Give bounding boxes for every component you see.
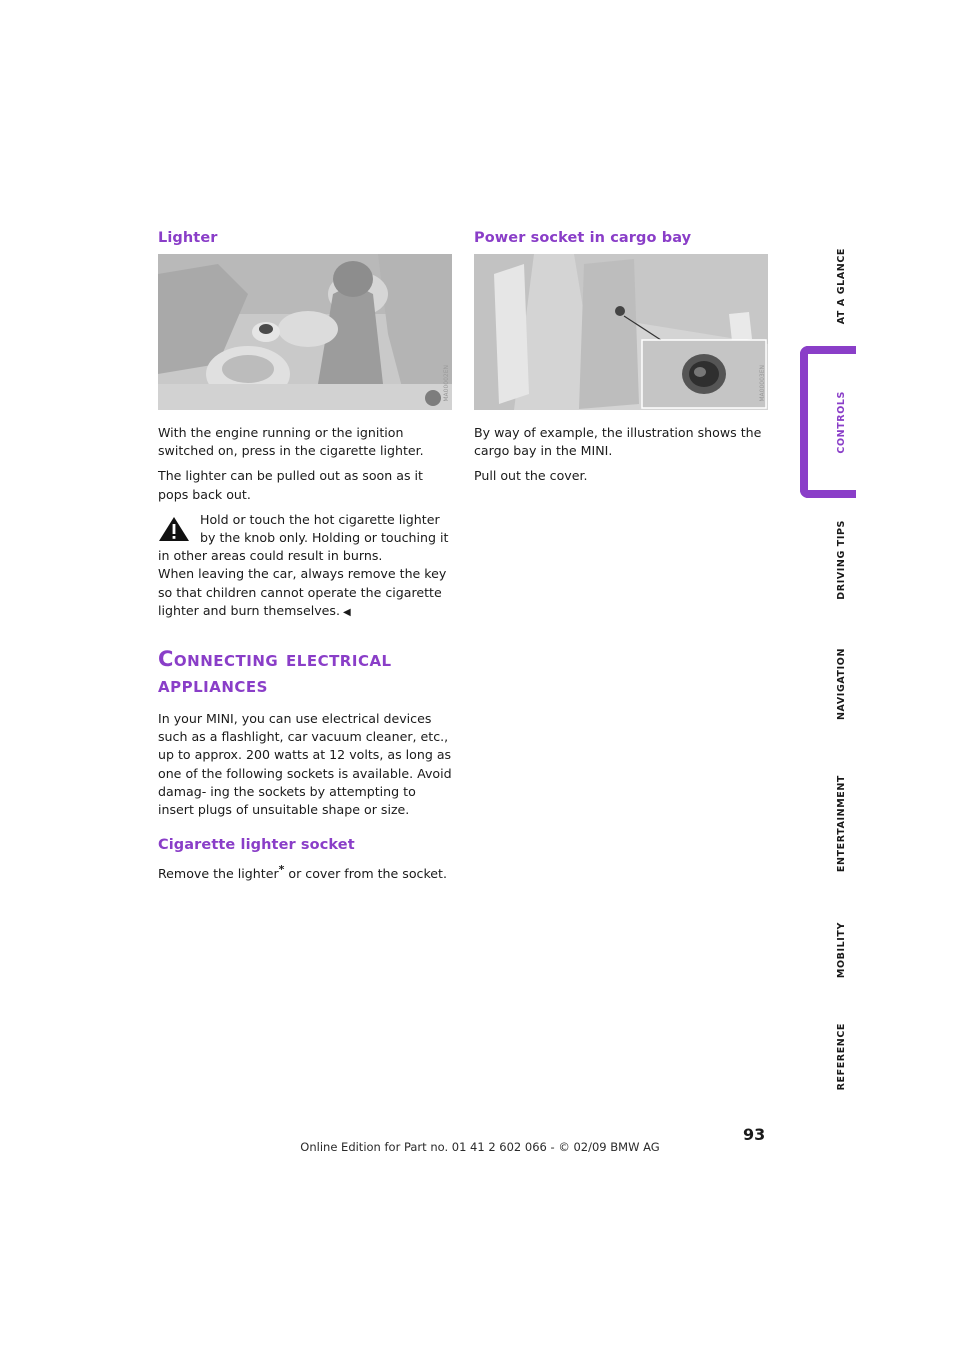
- section-paragraph: In your MINI, you can use electrical devices such as a flashlight, car vacuum cleaner, etc., up to approx. 200 watts at 12 volts, as long as one of the following sockets is available. Avoid damag- ing the sockets by attempting to insert plugs of unsuitable shape or size.: [158, 711, 452, 818]
- tab-label: MOBILITY: [835, 921, 847, 979]
- left-column: [158, 230, 454, 891]
- warning-text: Hold or touch the hot cigarette lighter by the knob only. Holding or touching it in other areas could result in burns.: [158, 511, 449, 564]
- tab-label: AT A GLANCE: [835, 247, 847, 325]
- tab-label: CONTROLS: [835, 390, 847, 454]
- optional-star: *: [278, 863, 285, 877]
- warning-text-2: When leaving the car, always remove the key so that children cannot operate the cigarette lighter and burn themselves.: [158, 566, 447, 618]
- tab-mobility[interactable]: [800, 902, 856, 998]
- tab-at-a-glance[interactable]: [800, 230, 856, 342]
- socket-paragraph: [158, 861, 454, 883]
- footer-text: Online Edition for Part no. 01 41 2 602 066 - © 02/09 BMW AG: [300, 1140, 660, 1154]
- cargo-paragraph-2: Pull out the cover.: [474, 468, 588, 484]
- cargo-bay-illustration: [474, 254, 768, 410]
- end-mark: ◀: [342, 606, 351, 618]
- cargo-bay-photo: [474, 254, 768, 410]
- section-heading: Connecting electrical appliances: [158, 647, 392, 698]
- tab-driving-tips[interactable]: [800, 502, 856, 618]
- tab-label: REFERENCE: [835, 1023, 847, 1091]
- cargo-paragraph-1: By way of example, the illustration shows the cargo bay in the MINI.: [474, 425, 762, 459]
- lighter-photo: [158, 254, 452, 410]
- chapter-tabs: [800, 230, 860, 1100]
- tab-label: ENTERTAINMENT: [835, 775, 847, 873]
- lighter-paragraph-2: The lighter can be pulled out as soon as it pops back out.: [158, 468, 423, 502]
- power-socket-heading: Power socket in cargo bay: [474, 230, 692, 246]
- lighter-paragraph-1: With the engine running or the ignition switched on, press in the cigarette lighter.: [158, 425, 424, 459]
- socket-text-after: or cover from the socket.: [284, 866, 447, 882]
- right-column: [474, 230, 770, 493]
- warning-note: [158, 511, 454, 622]
- tab-controls[interactable]: [800, 346, 856, 498]
- tab-entertainment[interactable]: [800, 750, 856, 898]
- tab-navigation[interactable]: [800, 622, 856, 746]
- image-code: MA00003EN: [759, 365, 766, 402]
- lighter-illustration: [158, 254, 452, 410]
- tab-label: DRIVING TIPS: [835, 520, 847, 600]
- socket-text-before: Remove the lighter: [158, 866, 279, 882]
- socket-heading: Cigarette lighter socket: [158, 837, 355, 854]
- page-number: 93: [743, 1125, 766, 1144]
- image-code: MA00002EN: [443, 365, 450, 402]
- lighter-heading: Lighter: [158, 230, 218, 246]
- tab-label: NAVIGATION: [835, 648, 847, 720]
- warning-triangle-icon: [158, 515, 190, 543]
- tab-reference[interactable]: [800, 1002, 856, 1112]
